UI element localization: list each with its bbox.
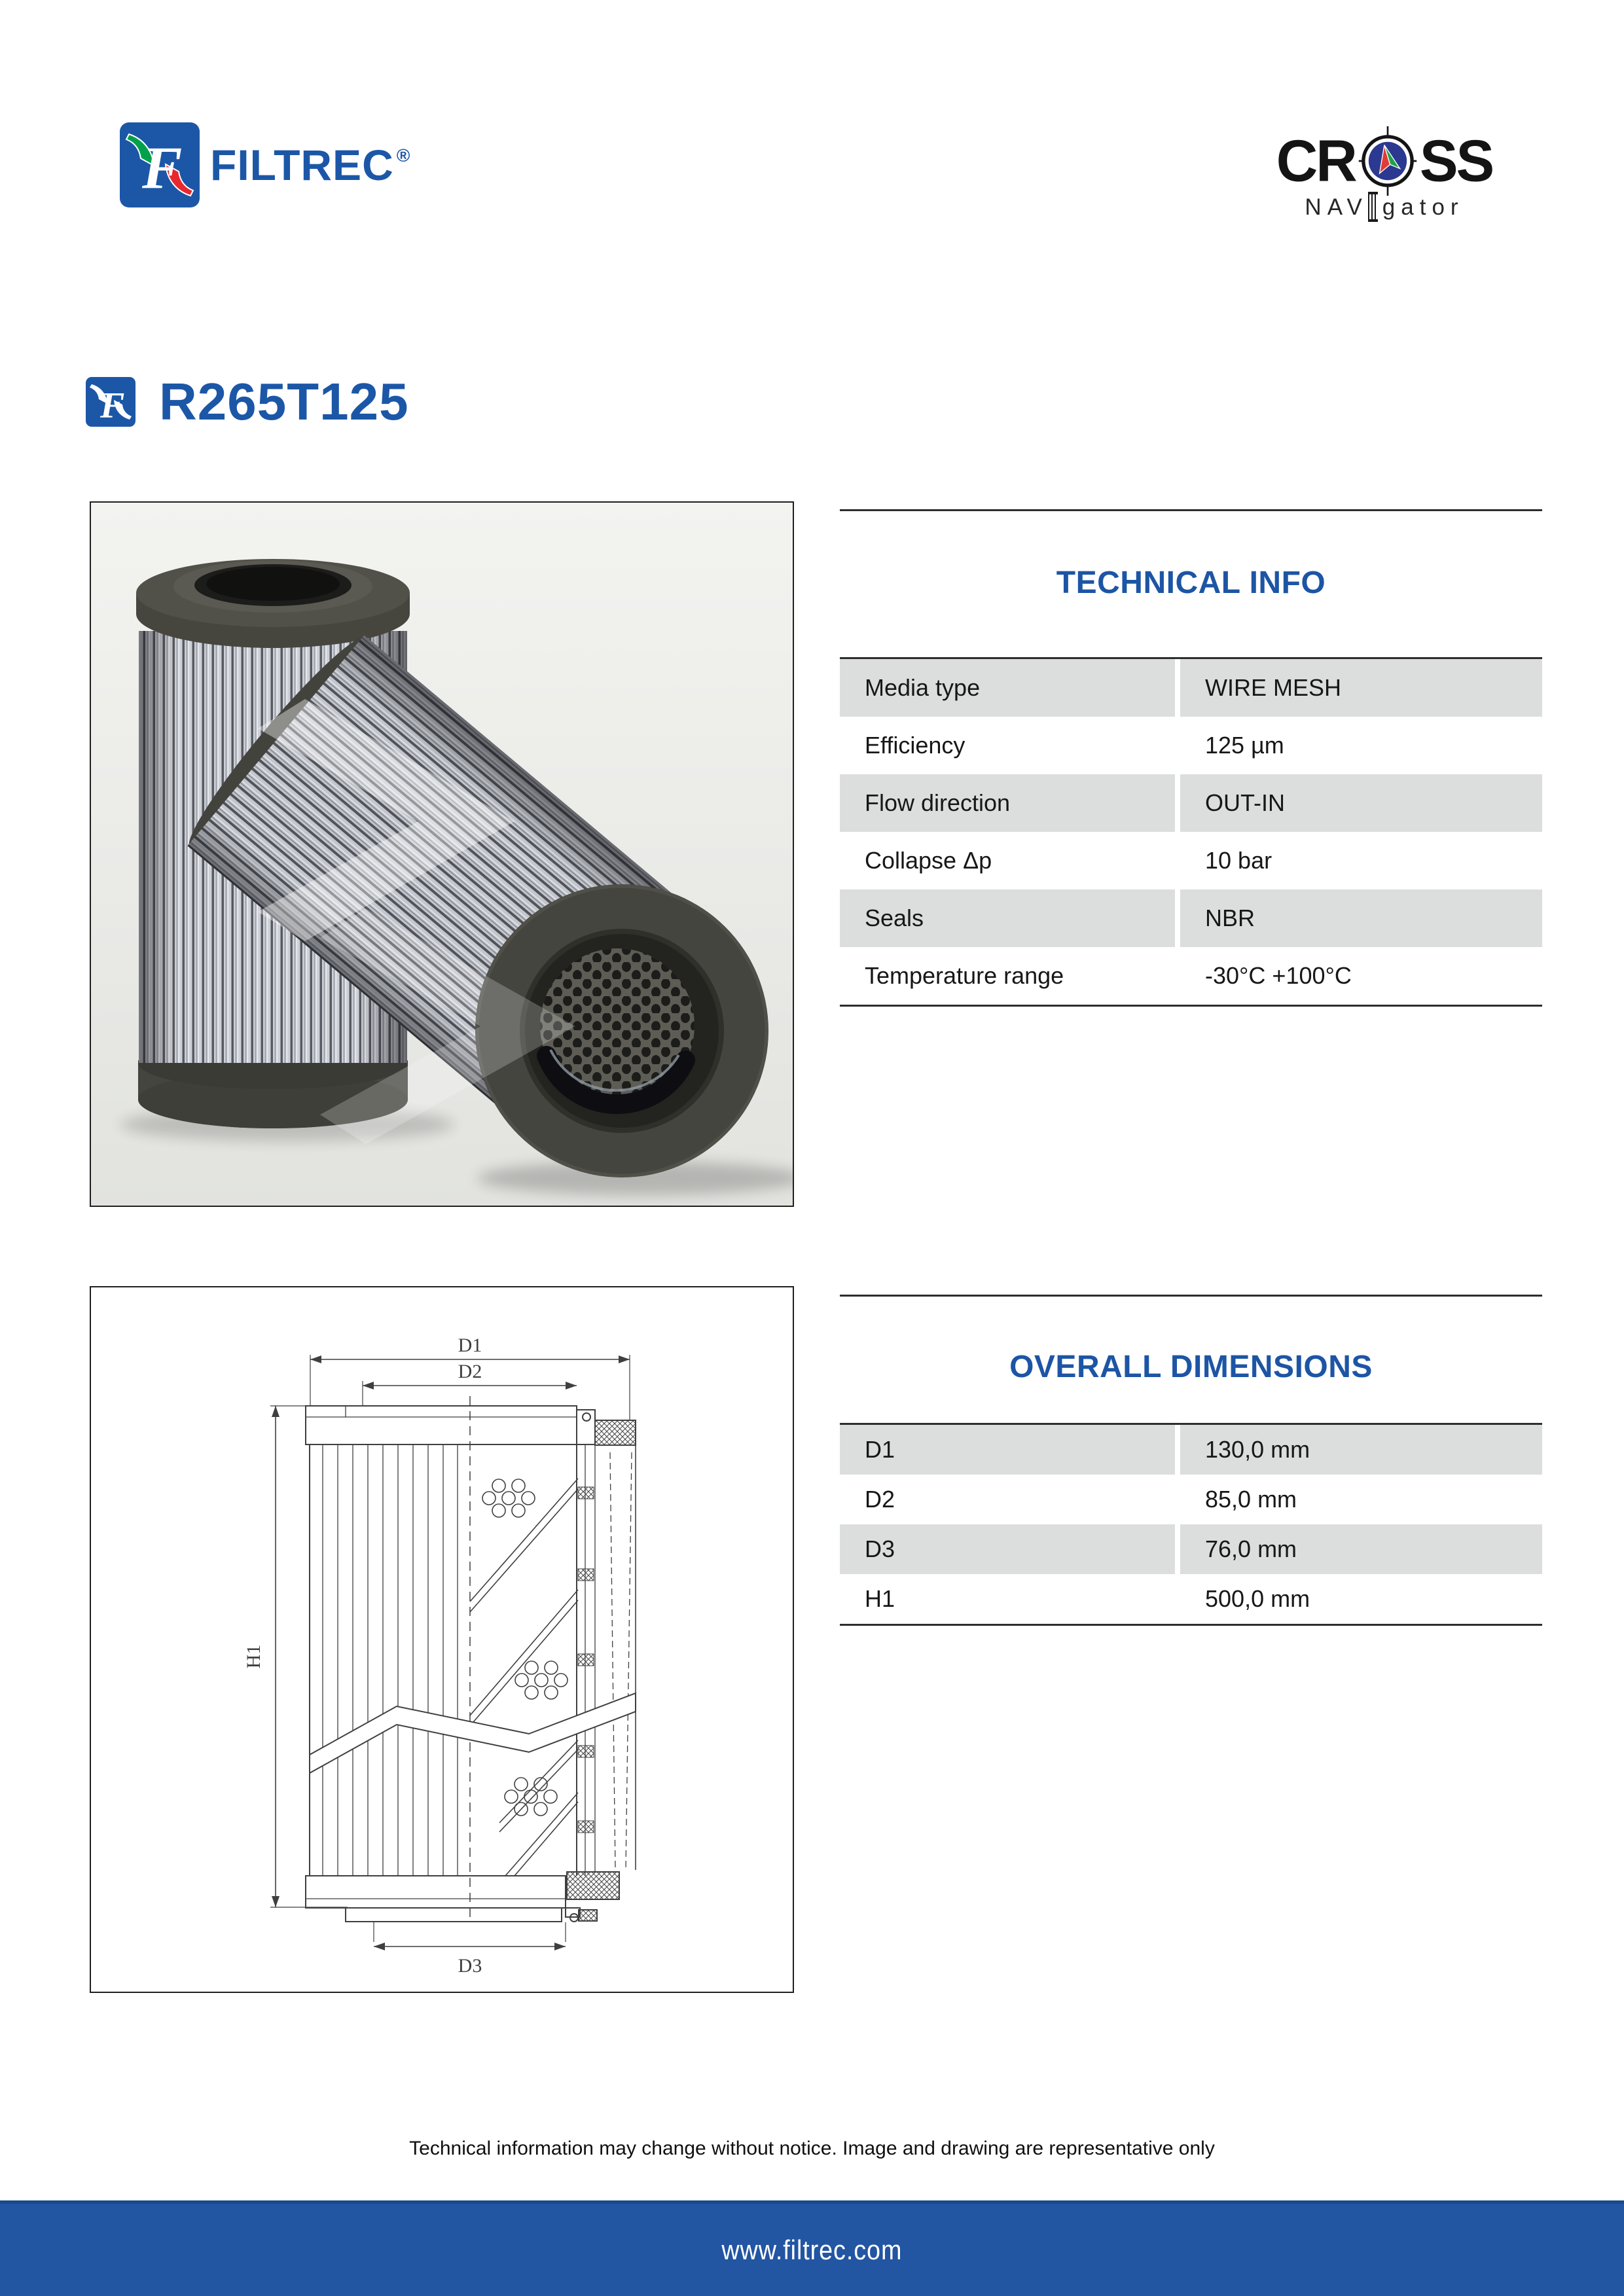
column-gutter <box>1175 1524 1180 1574</box>
row-value: 76,0 mm <box>1180 1524 1542 1574</box>
section-rule-top <box>840 1295 1542 1297</box>
overall-dimensions-section <box>840 1295 1542 1626</box>
column-icon <box>1368 192 1378 222</box>
svg-text:F: F <box>142 134 183 201</box>
overall-dimensions-title: OVERALL DIMENSIONS <box>1009 1350 1373 1384</box>
gator-text: gator <box>1382 194 1464 220</box>
row-label: Flow direction <box>840 774 1175 832</box>
row-label: Temperature range <box>865 962 1064 989</box>
footer-bar <box>0 2200 1624 2296</box>
cross-wordmark <box>1276 120 1493 202</box>
drawing-label-d2: D2 <box>458 1361 482 1382</box>
technical-info-table <box>840 657 1542 1007</box>
column-gutter <box>1175 717 1180 774</box>
table-row <box>840 1574 1542 1624</box>
row-value: -30°C +100°C <box>1205 962 1352 989</box>
row-value: NBR <box>1180 889 1542 947</box>
product-heading <box>86 372 409 431</box>
row-label: D3 <box>840 1524 1175 1574</box>
technical-drawing-image <box>91 1287 793 1992</box>
section-rule-top <box>840 509 1542 511</box>
row-label: Seals <box>840 889 1175 947</box>
navigator-wordmark <box>1305 192 1464 222</box>
product-code: R265T125 <box>159 372 409 431</box>
table-row <box>840 1475 1542 1524</box>
table-row <box>840 889 1542 947</box>
registered-mark: ® <box>396 145 411 166</box>
row-label: D1 <box>840 1425 1175 1475</box>
product-photo-image <box>91 503 793 1206</box>
row-value: OUT-IN <box>1180 774 1542 832</box>
table-row <box>840 1524 1542 1574</box>
cross-navigator-logo <box>1247 120 1522 222</box>
row-label: D2 <box>865 1486 895 1513</box>
column-gutter <box>1175 832 1180 889</box>
column-gutter <box>1175 659 1180 717</box>
cross-left-text: CR <box>1276 128 1356 194</box>
row-label: Efficiency <box>865 732 965 759</box>
drawing-label-d1: D1 <box>458 1335 482 1356</box>
row-label: Media type <box>840 659 1175 717</box>
technical-drawing <box>90 1286 794 1993</box>
table-row <box>840 947 1542 1005</box>
table-row <box>840 1425 1542 1475</box>
row-value: 130,0 mm <box>1180 1425 1542 1475</box>
column-gutter <box>1175 889 1180 947</box>
table-row <box>840 659 1542 717</box>
column-gutter <box>1175 1475 1180 1524</box>
column-gutter <box>1175 947 1180 1005</box>
column-gutter <box>1175 774 1180 832</box>
disclaimer-text: Technical information may change without notice. Image and drawing are representative only <box>409 2138 1215 2159</box>
product-photo <box>90 501 794 1207</box>
technical-info-section <box>840 509 1542 1007</box>
overall-dimensions-table <box>840 1423 1542 1626</box>
svg-text:F: F <box>100 386 125 426</box>
row-value: 500,0 mm <box>1205 1585 1310 1612</box>
filtrec-logo-icon <box>120 122 200 207</box>
product-mark-icon <box>86 377 135 427</box>
row-value: 10 bar <box>1205 847 1272 874</box>
row-label: Collapse Δp <box>865 847 992 874</box>
nav-text: NAV <box>1305 194 1368 220</box>
table-row <box>840 832 1542 889</box>
column-gutter <box>1175 1425 1180 1475</box>
drawing-label-d3: D3 <box>458 1955 482 1977</box>
row-value: WIRE MESH <box>1180 659 1542 717</box>
website-link[interactable]: www.filtrec.com <box>721 2234 903 2265</box>
column-gutter <box>1175 1574 1180 1624</box>
technical-info-title: TECHNICAL INFO <box>1056 565 1326 600</box>
row-value: 85,0 mm <box>1205 1486 1297 1513</box>
compass-icon <box>1358 120 1418 202</box>
brand-wordmark: FILTREC ® <box>210 141 411 189</box>
row-label: H1 <box>865 1585 895 1612</box>
brand-logo <box>120 122 410 207</box>
drawing-label-h1: H1 <box>243 1644 264 1669</box>
table-row <box>840 774 1542 832</box>
table-row <box>840 717 1542 774</box>
row-value: 125 µm <box>1205 732 1284 759</box>
cross-right-text: SS <box>1419 128 1493 194</box>
